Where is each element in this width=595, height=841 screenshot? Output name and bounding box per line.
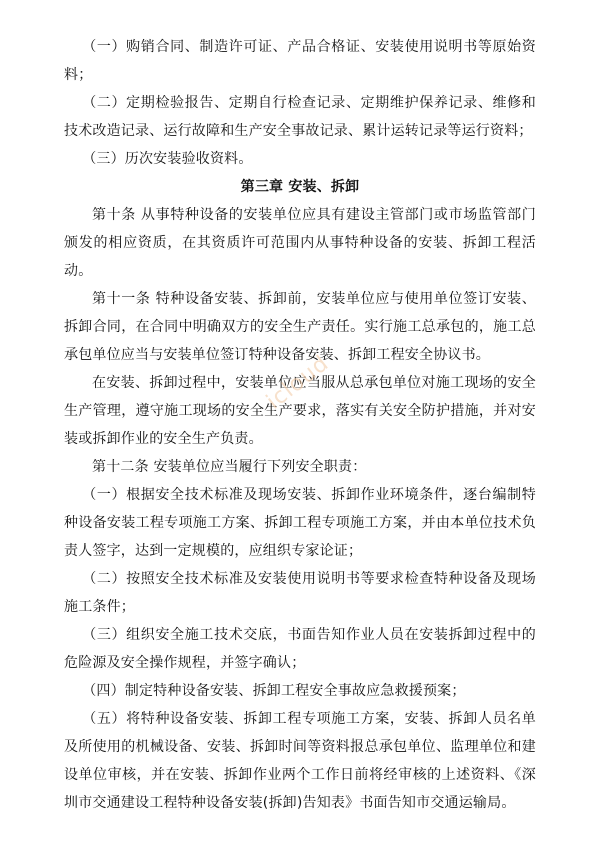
- duty-item-4: （四）制定特种设备安装、拆卸工程安全事故应急救援预案；: [82, 683, 466, 699]
- paragraph-item-2: （二）定期检验报告、定期自行检查记录、定期维护保养记录、维修和技术改造记录、运行故障和生产安全事故记录、累计运转记录等运行资料；: [64, 95, 536, 139]
- article-11: 第十一条 特种设备安装、拆卸前，安装单位应与使用单位签订安装、拆卸合同，在合同中明确双方的安全生产责任。实行施工总承包的，施工总承包单位应当与安装单位签订特种设备安装、拆卸工程安全协议书。: [64, 291, 536, 363]
- chapter-title: 第三章 安装、拆卸: [240, 179, 360, 195]
- duty-item-3: （三）组织安全施工技术交底，书面告知作业人员在安装拆卸过程中的危险源及安全操作规程，并签字确认；: [64, 627, 536, 671]
- document-body: [64, 33, 536, 817]
- paragraph-item-3: （三）历次安装验收资料。: [82, 151, 253, 167]
- duty-item-1: （一）根据安全技术标准及现场安装、拆卸作业环境条件，逐台编制特种设备安装工程专项施工方案、拆卸工程专项施工方案，并由本单位技术负责人签字，达到一定规模的，应组织专家论证；: [64, 487, 536, 559]
- duty-item-2: （二）按照安全技术标准及安装使用说明书等要求检查特种设备及现场施工条件；: [64, 571, 536, 615]
- duty-item-5: （五）将特种设备安装、拆卸工程专项施工方案，安装、拆卸人员名单及所使用的机械设备、安装、拆卸时间等资料报总承包单位、监理单位和建设单位审核，并在安装、拆卸作业两个工作日前将经审核的上述资料、《深圳市交通建设工程特种设备安装(拆卸)告知表》书面告知市交通运输局。: [64, 711, 536, 811]
- article-10: 第十条 从事特种设备的安装单位应具有建设主管部门或市场监管部门颁发的相应资质，在其资质许可范围内从事特种设备的安装、拆卸工程活动。: [64, 207, 536, 279]
- article-12: 第十二条 安装单位应当履行下列安全职责：: [92, 459, 367, 475]
- watermark: icloud: [262, 350, 334, 415]
- paragraph-item-1: （一）购销合同、制造许可证、产品合格证、安装使用说明书等原始资料；: [64, 39, 536, 83]
- article-11-continued: 在安装、拆卸过程中，安装单位应当服从总承包单位对施工现场的安全生产管理，遵守施工现场的安全生产要求，落实有关安全防护措施，并对安装或拆卸作业的安全生产负责。: [64, 375, 536, 447]
